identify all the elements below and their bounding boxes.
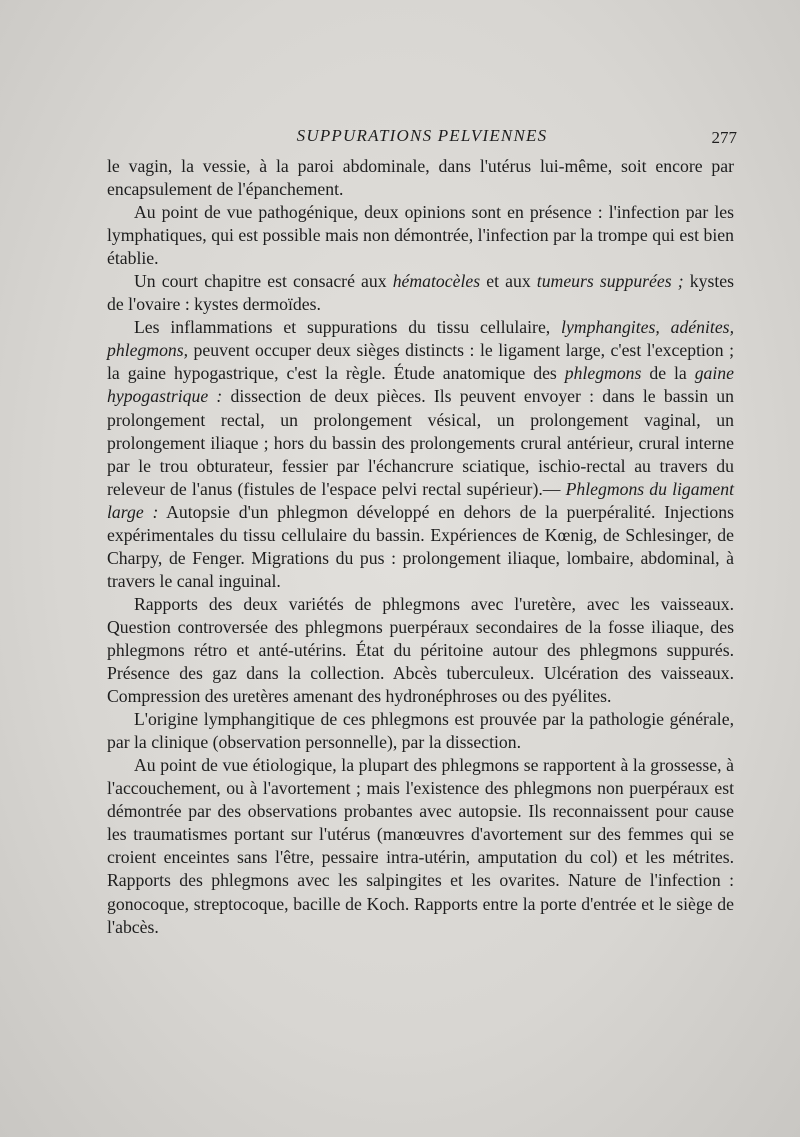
- italic-term: tumeurs suppurées ;: [536, 271, 684, 292]
- paragraph: [107, 754, 734, 938]
- paragraph: [107, 201, 734, 270]
- paragraph: [107, 155, 734, 201]
- text-run: Un court chapitre est consacré aux: [134, 271, 393, 292]
- text-run: peuvent occuper deux sièges distincts : le ligament large, c'est l'exception ; la gaine hypogastrique, c'est la règle. Étude anatomique des: [107, 340, 734, 384]
- paragraph: [107, 708, 734, 754]
- italic-term: Phlegmons du ligament large :: [107, 478, 734, 522]
- page-header: [107, 126, 737, 150]
- text-run: L'origine lymphangitique de ces phlegmons est prouvée par la pathologie générale, par la clinique (observation personnelle), par la dissection.: [107, 709, 734, 753]
- paragraph: [107, 593, 734, 708]
- italic-term: phlegmons: [564, 363, 642, 384]
- italic-term: lymphangites, adénites, phlegmons,: [107, 317, 734, 361]
- text-run: le vagin, la vessie, à la paroi abdominale, dans l'utérus lui-même, soit encore par encapsulement de l'épanchement.: [107, 156, 734, 200]
- text-run: kystes de l'ovaire : kystes dermoïdes.: [107, 271, 734, 315]
- text-run: et aux: [480, 271, 537, 292]
- text-run: Autopsie d'un phlegmon développé en dehors de la puerpéralité. Injections expérimentales du tissu cellulaire du bassin. Expériences de Kœnig, de Schlesinger, de Charpy, de Fenger. Migrations du pus : prolongement iliaque, lombaire, abdominal, à travers le canal inguinal.: [107, 501, 734, 591]
- text-run: Rapports des deux variétés de phlegmons avec l'uretère, avec les vaisseaux. Question controversée des phlegmons puerpéraux secondaires de la fosse iliaque, des phlegmons rétro et anté-utérins. État du péritoine autour des phlegmons suppurés. Présence des gaz dans la collection. Abcès tuberculeux. Ulcération des vaisseaux. Compression des uretères amenant des hydronéphroses ou des pyélites.: [107, 593, 734, 707]
- page-number: 277: [711, 128, 737, 147]
- paragraph: [107, 316, 734, 593]
- italic-term: gaine hypogastrique :: [107, 363, 734, 407]
- text-run: de la: [641, 363, 695, 384]
- text-run: Au point de vue étiologique, la plupart des phlegmons se rapportent à la grossesse, à l'accouchement, ou à l'avortement ; mais l'existence des phlegmons non puerpéraux est démontrée par des observations probantes avec autopsie. Ils reconnaissent pour cause les traumatismes portant sur l'utérus (manœuvres d'avortement sur des femmes qui se croient enceintes sans l'être, pessaire intra-utérin, amputation du col) et les métrites. Rapports des phlegmons avec les salpingites et les ovarites. Nature de l'infection : gonocoque, streptocoque, bacille de Koch. Rapports entre la porte d'entrée et le siège de l'abcès.: [107, 755, 734, 937]
- page-body: [107, 155, 734, 939]
- text-run: dissection de deux pièces. Ils peuvent envoyer : dans le bassin un prolongement rectal, un prolongement vésical, un prolongement vaginal, un prolongement iliaque ; hors du bassin des prolongements crural antérieur, crural interne par le trou obturateur, fessier par l'échancrure sciatique, ischio-rectal au travers du releveur de l'anus (fistules de l'espace pelvi rectal supérieur).—: [107, 386, 734, 499]
- paragraph: [107, 270, 734, 316]
- text-run: Au point de vue pathogénique, deux opinions sont en présence : l'infection par les lymphatiques, qui est possible mais non démontrée, l'infection par la trompe qui est bien établie.: [107, 202, 734, 269]
- text-run: Les inflammations et suppurations du tissu cellulaire,: [134, 317, 562, 338]
- running-title: SUPPURATIONS PELVIENNES: [296, 126, 548, 145]
- italic-term: hématocèles: [392, 271, 481, 292]
